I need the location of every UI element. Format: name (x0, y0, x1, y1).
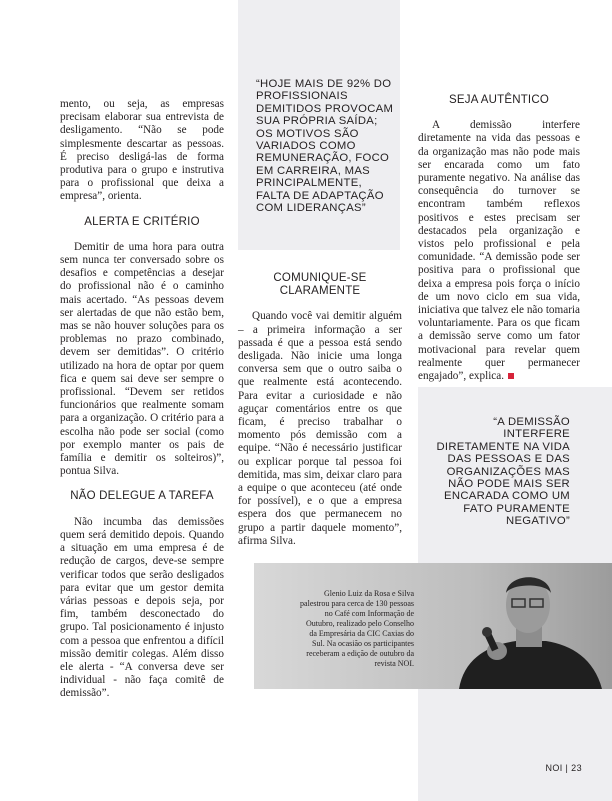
speaker-photo (254, 563, 612, 689)
col1-paragraph-1: Demitir de uma hora para outra sem nunca ter conversado sobre os desafios e competências a desejar do profissional não é o caminho mais acertado. “As pessoas devem ser alertadas de que não estão bem, mas se não houver soluções para os problemas no prazo combinado, devem ser demitidas”. O critério utilizado na hora de optar por quem fica e quem sai deve ser sempre o profissional. “Devem ser retidos funcionários que realmente somam para a organização. O critério para a escolha não pode ser social (como por exemplo manter os pais de família e demitir os solteiros)”, pontua Silva. (60, 240, 224, 478)
pull-quote-1: “HOJE MAIS DE 92% DO PROFISSIONAIS DEMITIDOS PROVOCAM SUA PRÓPRIA SAÍDA; OS MOTIVOS SÃO VARIADOS COMO REMUNERAÇÃO, FOCO EM CARREIRA, MAS PRINCIPALMENTE, FALTA DE ADAPTAÇÃO COM LIDERANÇAS” (256, 78, 394, 215)
column-3 (418, 82, 580, 383)
heading-alerta: ALERTA E CRITÉRIO (84, 215, 200, 228)
col1-intro: mento, ou seja, as empresas precisam elaborar sua entrevista de desligamento. “Não se pode simplesmente descartar as pessoas. É preciso desligá-las de forma produtiva para o grupo e instrutiva para o profissional que deixa a empresa”, orienta. (60, 98, 224, 203)
col1-paragraph-2: Não incumba das demissões quem será demitido depois. Quando a situação em uma empresa é de redução de cargos, deve-se sempre verificar todos que serão desligados para evitar que um gestor demita várias pessoas e depois seja, por fim, também desconectado do grupo. Tal posicionamento é injusto com a pessoa que enfrentou a difícil missão demitir colegas. Além disso ele alerta - “A conversa deve ser individual - não faça comitê de demissão”. (60, 515, 224, 700)
photo-caption: Glenio Luiz da Rosa e Silva palestrou para cerca de 130 pessoas no Café com Informação de Outubro, realizado pelo Conselho da Empresária da CIC Caxias do Sul. Na ocasião os participantes receberam a edição de outubro da revista NOI. (300, 589, 414, 668)
page-footer: NOI | 23 (545, 763, 582, 773)
pull-quote-2: “A DEMISSÃO INTERFERE DIRETAMENTE NA VIDA DAS PESSOAS E DAS ORGANIZAÇÕES MAS NÃO PODE MAIS SER ENCARADA COMO UM FATO PURAMENTE NEGATIVO” (436, 416, 570, 528)
col2-paragraph: Quando você vai demitir alguém – a primeira informação a ser passada é que a pessoa está sendo desligada. Não inicie uma longa conversa sem que o outro saiba o que realmente está acontecendo. Para evitar a curiosidade e não aguçar comentários entre os que ficam, é preciso trabalhar o momento pós demissão com a equipe. “Não é necessário justificar ou explicar porque tal pessoa foi demitida, mas sim, deixar claro para a equipe o que aconteceu (até onde for possível), e o que a empresa espera dos que permanecem no grupo a partir daquele momento”, afirma Silva. (238, 310, 402, 547)
col3-paragraph (418, 119, 580, 383)
end-mark-icon (508, 373, 514, 379)
col3-text: A demissão interfere diretamente na vida das pessoas e da organização mas não pode mais ser encarada como um fato puramente negativo. Na análise das consequência do turnover se encontram também reflexos positivos e estes precisam ser destacados pela organização e vistos pelo profissional e pela comunidade. “A demissão pode ser positiva para o profissional que deixa a empresa pois força o início de um novo ciclo em sua vida, iniciativa que talvez ele não tomaria voluntariamente. Para os que ficam a demissão serve como um fator motivacional para revelar quem realmente quer permanecer engajado”, explica. (418, 119, 580, 383)
heading-comunique: COMUNIQUE-SE CLARAMENTE (273, 272, 367, 298)
column-2 (238, 262, 402, 548)
heading-seja-autentico: SEJA AUTÊNTICO (449, 94, 549, 106)
heading-nao-delegue: NÃO DELEGUE A TAREFA (70, 490, 214, 503)
column-1 (60, 98, 224, 701)
